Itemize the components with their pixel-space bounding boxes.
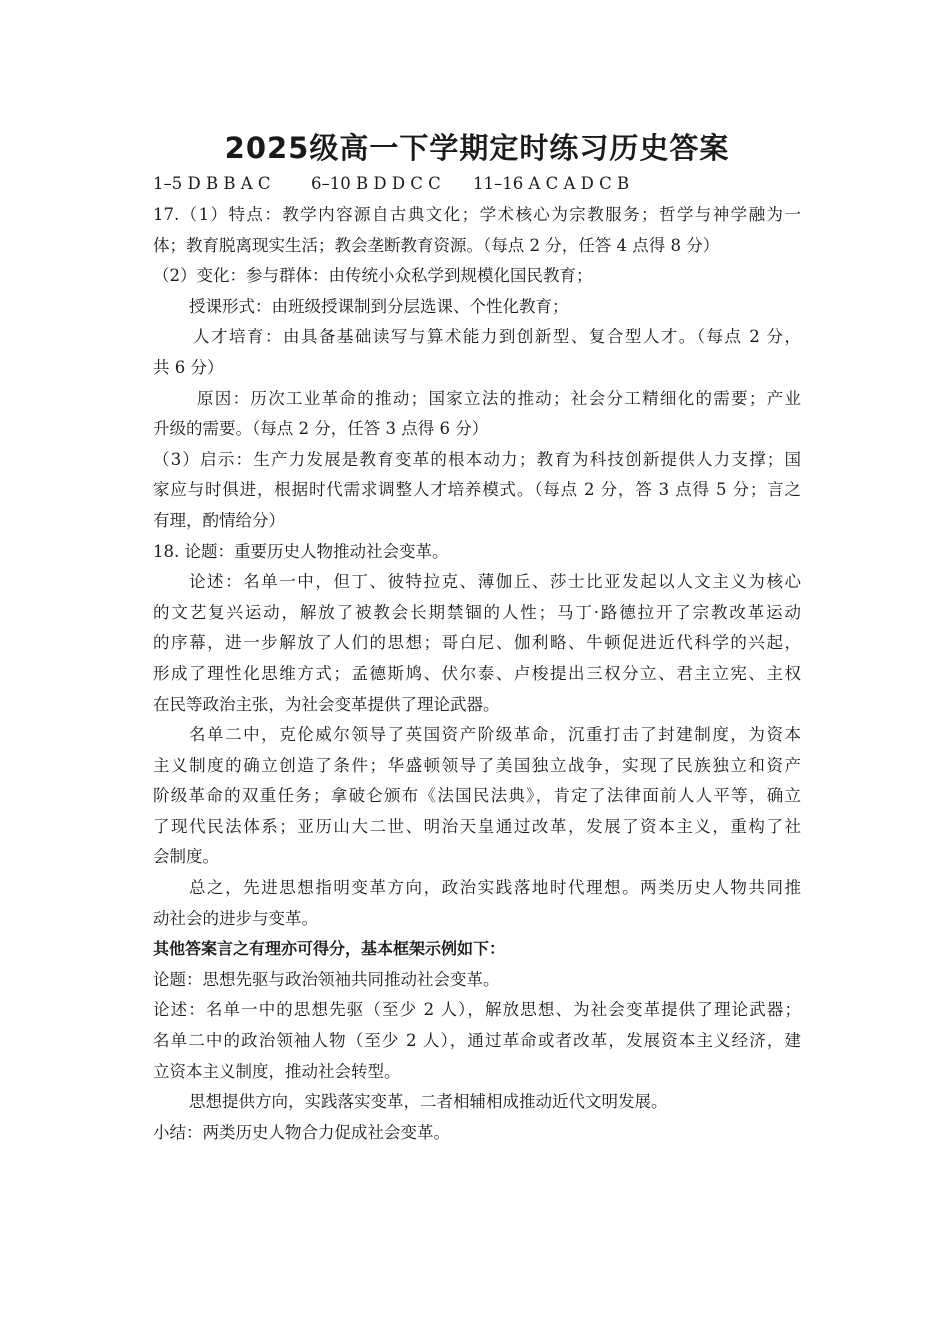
mc-answer-group-2: 6–10 B D D C C (311, 174, 441, 193)
text-line: 论题：思想先驱与政治领袖共同推动社会变革。 (153, 969, 500, 989)
text-line: 共 6 分） (153, 357, 224, 377)
text-line: 的文艺复兴运动，解放了被教会长期禁锢的人性；马丁·路德拉开了宗教改革运动 (153, 602, 801, 622)
grading-note: 其他答案言之有理亦可得分，基本框架示例如下： (153, 939, 506, 959)
text-line: 有理，酌情给分） (153, 510, 285, 530)
text-line: 原因：历次工业革命的推动；国家立法的推动；社会分工精细化的需要；产业 (197, 388, 801, 408)
text-line: 在民等政治主张，为社会变革提供了理论武器。 (153, 694, 500, 714)
text-line: 总之，先进思想指明变革方向，政治实践落地时代理想。两类历史人物共同推 (189, 878, 801, 898)
text-line: 阶级革命的双重任务；拿破仑颁布《法国民法典》，肯定了法律面前人人平等，确立 (153, 786, 801, 806)
text-line: 名单二中的政治领袖人物（至少 2 人），通过革命或者改革，发展资本主义经济，建 (153, 1031, 801, 1051)
answer-sheet (153, 126, 801, 1148)
text-line: 18. 论题：重要历史人物推动社会变革。 (153, 541, 449, 561)
text-line: 动社会的进步与变革。 (153, 908, 318, 928)
question-18 (153, 537, 801, 1149)
text-line: 了现代民法体系；亚历山大二世、明治天皇通过改革，发展了资本主义，重构了社 (153, 816, 801, 836)
multiple-choice-answers (153, 172, 801, 196)
text-line: 形成了理性化思维方式；孟德斯鸠、伏尔泰、卢梭提出三权分立、君主立宪、主权 (153, 663, 801, 683)
text-line: 17.（1）特点：教学内容源自古典文化；学术核心为宗教服务；哲学与神学融为一 (153, 205, 801, 224)
question-17 (153, 200, 801, 537)
text-line: 主义制度的确立创造了条件；华盛顿领导了美国独立战争，实现了民族独立和资产 (153, 755, 801, 775)
text-line: 升级的需要。（每点 2 分，任答 3 点得 6 分） (153, 419, 489, 439)
text-line: 小结：两类历史人物合力促成社会变革。 (153, 1122, 450, 1142)
mc-answer-group-1: 1–5 D B B A C (153, 174, 271, 193)
text-line: 论述：名单一中的思想先驱（至少 2 人），解放思想、为社会变革提供了理论武器； (153, 1000, 801, 1020)
text-line: 授课形式：由班级授课制到分层选课、个性化教育； (189, 296, 569, 316)
text-line: 会制度。 (153, 847, 219, 867)
text-line: （3）启示：生产力发展是教育变革的根本动力；教育为科技创新提供人力支撑；国 (153, 449, 801, 469)
text-line: 立资本主义制度，推动社会转型。 (153, 1061, 401, 1081)
text-line: 体；教育脱离现实生活；教会垄断教育资源。（每点 2 分，任答 4 点得 8 分） (153, 235, 720, 255)
text-line: （2）变化：参与群体：由传统小众私学到规模化国民教育； (153, 266, 593, 286)
text-line: 人才培育：由具备基础读写与算术能力到创新型、复合型人才。（每点 2 分， (193, 327, 801, 347)
page-title: 2025级高一下学期定时练习历史答案 (224, 131, 730, 165)
text-line: 的序幕，进一步解放了人们的思想；哥白尼、伽利略、牛顿促进近代科学的兴起， (153, 633, 801, 653)
text-line: 家应与时俱进，根据时代需求调整人才培养模式。（每点 2 分，答 3 点得 5 分；言之 (153, 480, 801, 500)
text-line: 名单二中，克伦威尔领导了英国资产阶级革命，沉重打击了封建制度，为资本 (189, 725, 801, 745)
text-line: 思想提供方向，实践落实变革，二者相辅相成推动近代文明发展。 (189, 1092, 668, 1112)
mc-answer-group-3: 11–16 A C A D C B (473, 174, 630, 193)
text-line: 论述：名单一中，但丁、彼特拉克、薄伽丘、莎士比亚发起以人文主义为核心 (189, 572, 801, 592)
